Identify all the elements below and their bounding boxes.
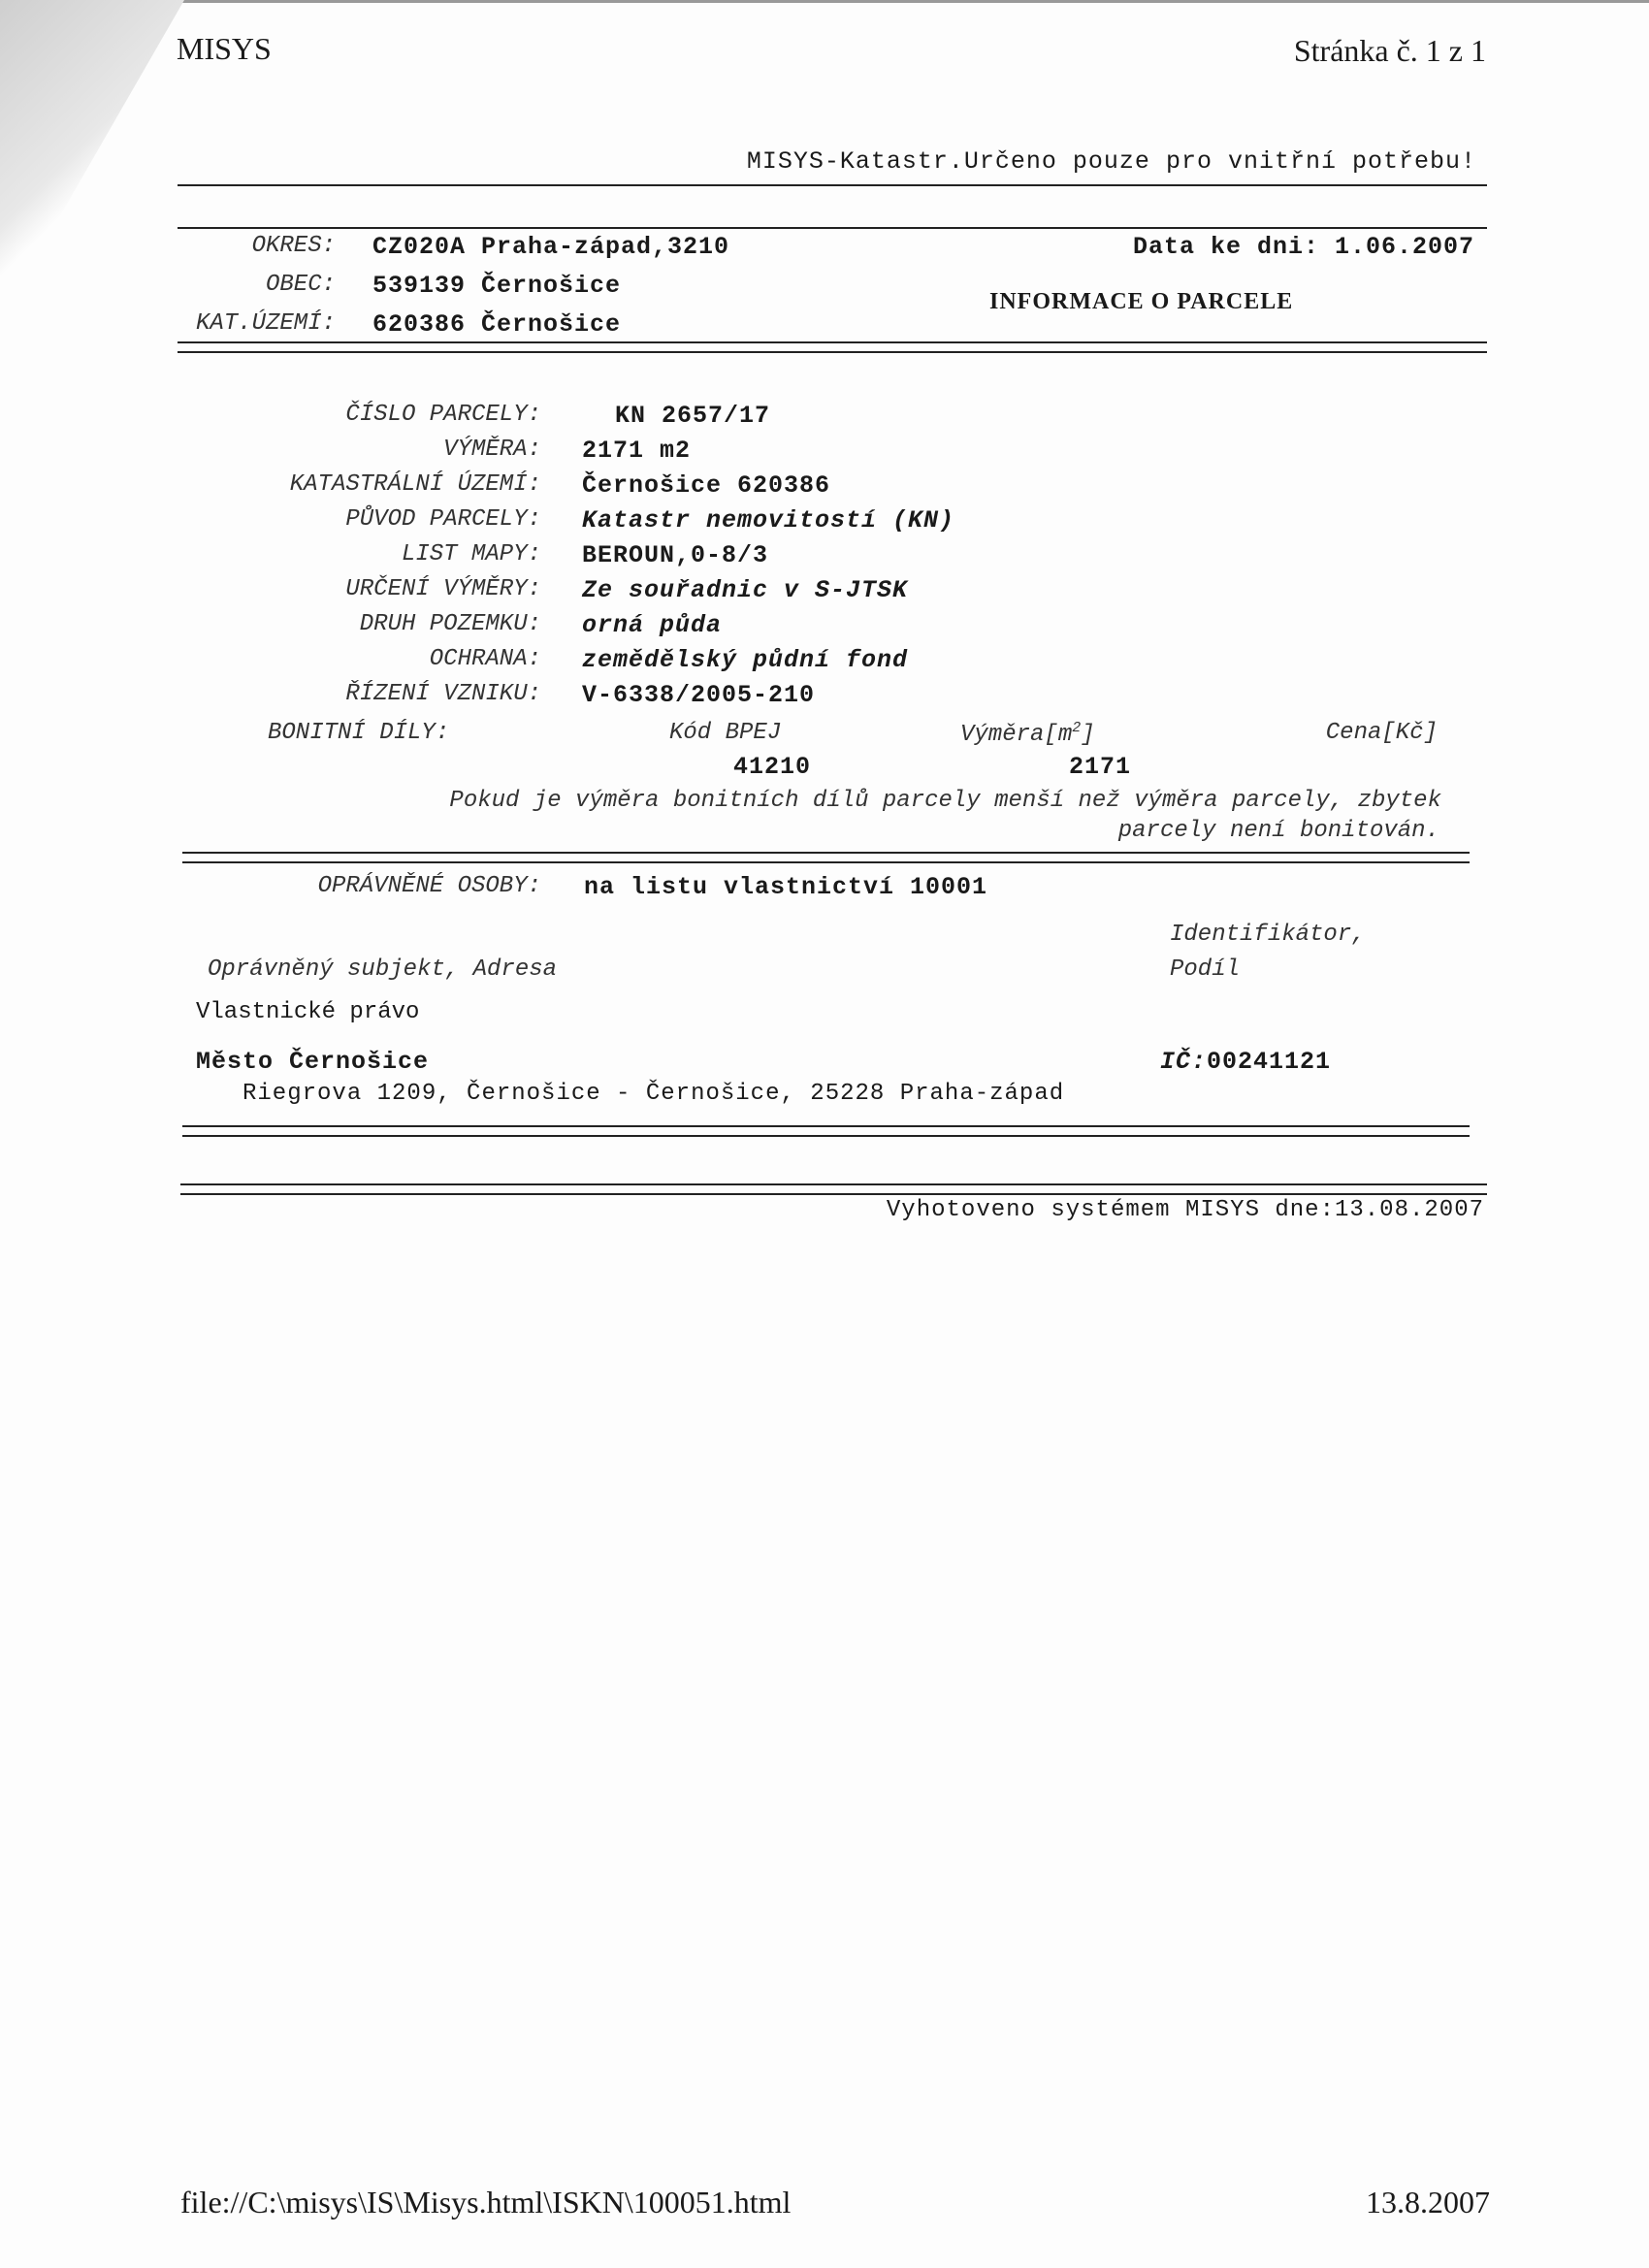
right-type: Vlastnické právo bbox=[196, 999, 420, 1025]
druh-label: DRUH POZEMKU: bbox=[359, 611, 541, 637]
bonitni-note-line1: Pokud je výměra bonitních dílů parcely menší než výměra parcely, zbytek bbox=[449, 788, 1441, 814]
cislo-value: KN 2657/17 bbox=[615, 402, 771, 430]
list-value: BEROUN,0-8/3 bbox=[582, 541, 769, 569]
document-title: INFORMACE O PARCELE bbox=[989, 289, 1294, 314]
internal-use-banner: MISYS-Katastr.Určeno pouze pro vnitřní potřebu! bbox=[746, 147, 1476, 176]
owner-address: Riegrova 1209, Černošice - Černošice, 25228 Praha-západ bbox=[242, 1081, 1065, 1107]
col-cena: Cena[Kč] bbox=[1325, 720, 1438, 746]
okres-value: CZ020A Praha-západ,3210 bbox=[372, 233, 730, 261]
generated-note: Vyhotoveno systémem MISYS dne:13.08.2007 bbox=[886, 1197, 1484, 1223]
list-label: LIST MAPY: bbox=[401, 541, 541, 567]
header-double-rule bbox=[178, 341, 1487, 353]
owners-label: OPRÁVNĚNÉ OSOBY: bbox=[317, 873, 541, 899]
okres-label: OKRES: bbox=[251, 233, 336, 259]
owners-double-rule bbox=[182, 1125, 1470, 1137]
ku-value: Černošice 620386 bbox=[582, 471, 831, 500]
data-date: Data ke dni: 1.06.2007 bbox=[1132, 233, 1474, 261]
puvod-value: Katastr nemovitostí (KN) bbox=[582, 506, 955, 535]
katuzemi-label: KAT.ÚZEMÍ: bbox=[195, 310, 336, 337]
owner-ic bbox=[1160, 1048, 1331, 1076]
print-header-page: Stránka č. 1 z 1 bbox=[1293, 33, 1486, 68]
col-opravneny-subjekt: Oprávněný subjekt, Adresa bbox=[208, 956, 558, 983]
druh-value: orná půda bbox=[582, 611, 723, 639]
puvod-label: PŮVOD PARCELY: bbox=[345, 506, 541, 533]
col-vymera-text: Výměra[m bbox=[960, 722, 1073, 748]
ic-value: 00241121 bbox=[1207, 1048, 1332, 1076]
kod-bpej-value: 41210 bbox=[733, 753, 812, 781]
ku-label: KATASTRÁLNÍ ÚZEMÍ: bbox=[289, 471, 541, 498]
col-kod-bpej: Kód BPEJ bbox=[669, 720, 782, 746]
col-vymera-sup: 2 bbox=[1072, 720, 1082, 736]
bonitni-label: BONITNÍ DÍLY: bbox=[268, 720, 450, 746]
vymera-value: 2171 m2 bbox=[582, 437, 692, 465]
col-podil: Podíl bbox=[1170, 956, 1241, 983]
ic-label: IČ: bbox=[1160, 1048, 1208, 1076]
rizeni-value: V-6338/2005-210 bbox=[582, 681, 816, 709]
print-footer-date: 13.8.2007 bbox=[1366, 2185, 1490, 2219]
owner-name: Město Černošice bbox=[196, 1048, 430, 1076]
vymera-label: VÝMĚRA: bbox=[443, 437, 541, 463]
bonitni-note-line2: parcely není bonitován. bbox=[1117, 818, 1439, 844]
banner-rule bbox=[178, 184, 1487, 186]
print-footer-path: file://C:\misys\IS\Misys.html\ISKN\100051.html bbox=[180, 2185, 792, 2219]
ochrana-value: zemědělský půdní fond bbox=[582, 646, 909, 674]
col-identifikator: Identifikátor, bbox=[1170, 922, 1366, 948]
obec-label: OBEC: bbox=[265, 272, 336, 298]
urceni-value: Ze souřadnic v S-JTSK bbox=[582, 576, 909, 604]
urceni-label: URČENÍ VÝMĚRY: bbox=[345, 576, 541, 602]
col-vymera-end: ] bbox=[1081, 722, 1095, 748]
obec-value: 539139 Černošice bbox=[372, 272, 622, 300]
bonitni-double-rule bbox=[182, 852, 1470, 863]
print-header-title: MISYS bbox=[177, 31, 272, 66]
cislo-label: ČÍSLO PARCELY: bbox=[345, 402, 541, 428]
header-top-rule bbox=[178, 227, 1487, 229]
owners-value: na listu vlastnictví 10001 bbox=[584, 873, 988, 901]
bonitni-vymera-value: 2171 bbox=[1069, 753, 1132, 781]
footer-double-rule bbox=[180, 1183, 1487, 1195]
katuzemi-value: 620386 Černošice bbox=[372, 310, 622, 339]
col-vymera bbox=[960, 720, 1095, 748]
rizeni-label: ŘÍZENÍ VZNIKU: bbox=[345, 681, 541, 707]
ochrana-label: OCHRANA: bbox=[429, 646, 541, 672]
page-top-edge bbox=[175, 0, 1649, 3]
